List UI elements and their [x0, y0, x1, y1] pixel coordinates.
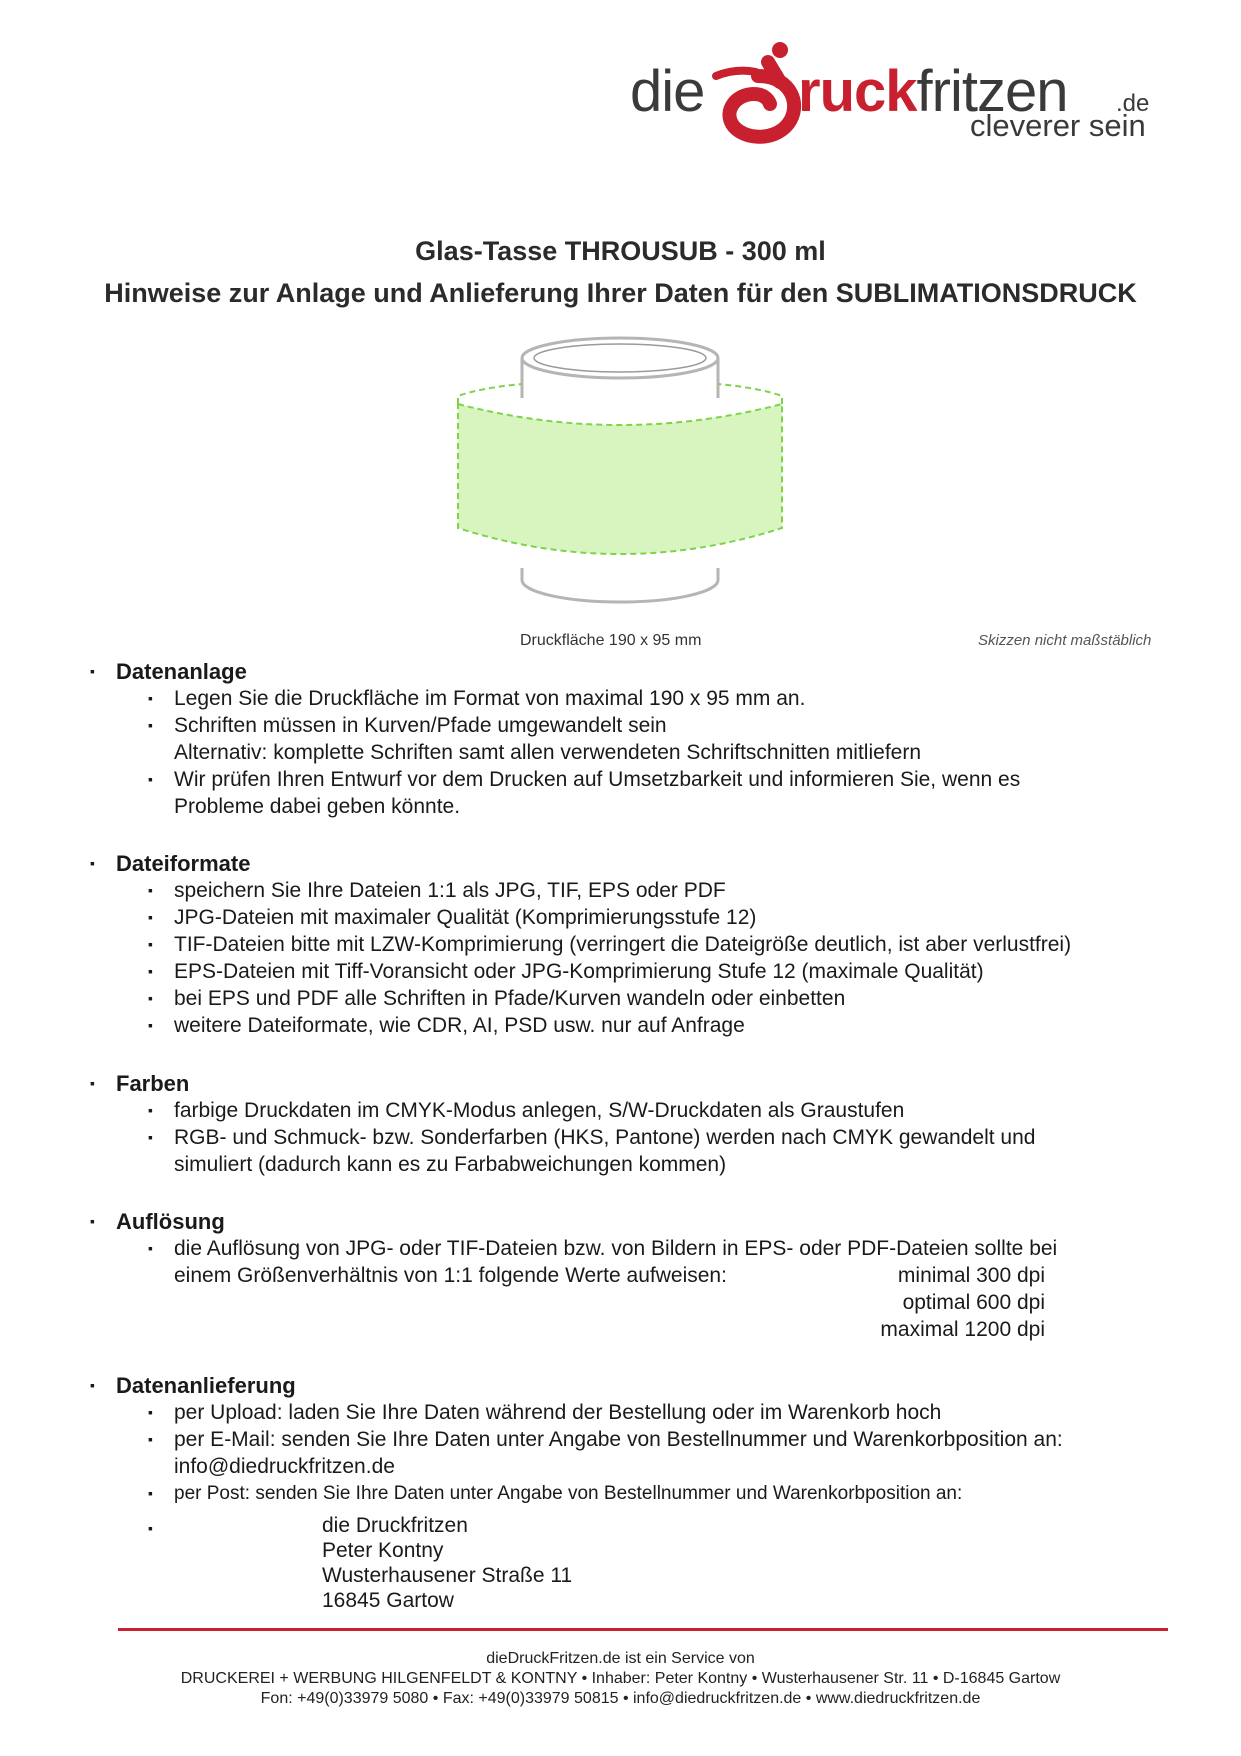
list-item: ▪ per Upload: laden Sie Ihre Daten während der Bestellung oder im Warenkorb hoch [148, 1401, 942, 1424]
list-item: ▪ Legen Sie die Druckfläche im Format von maximal 190 x 95 mm an. [148, 687, 806, 710]
section-heading: ▪ Auflösung [90, 1208, 1170, 1235]
resolution-optimal: optimal 600 dpi [902, 1291, 1045, 1314]
section-farben [90, 1070, 1170, 1178]
list-item: ▪ die Auflösung von JPG- oder TIF-Dateien bzw. von Bildern in EPS- oder PDF-Dateien sollte bei einem Größenverhältnis von 1:1 folgende Werte aufweisen: minimal 300 dpi optimal 600 dpi maximal 1200 dpi [148, 1237, 1058, 1341]
section-datenanlage [90, 658, 1170, 820]
section-heading: ▪ Datenanlage [90, 658, 1170, 685]
postal-address [322, 1513, 572, 1613]
section-heading: ▪ Dateiformate [90, 850, 1170, 877]
address-line: die Druckfritzen [322, 1514, 468, 1537]
list-item: ▪ [148, 1520, 153, 1536]
section-dateiformate [90, 850, 1170, 1039]
address-line: Wusterhausener Straße 11 [322, 1564, 573, 1587]
logo-slogan: cleverer sein [970, 108, 1146, 143]
list-item: ▪ TIF-Dateien bitte mit LZW-Komprimierung (verringert die Dateigröße deutlich, ist aber verlustfrei) [148, 933, 1072, 956]
resolution-lead: einem Größenverhältnis von 1:1 folgende Werte aufweisen: [174, 1264, 727, 1287]
footer-divider [118, 1628, 1168, 1631]
logo-text-die: die [630, 59, 705, 124]
product-title: Glas-Tasse THROUSUB - 300 ml [415, 236, 826, 266]
list-item: ▪ JPG-Dateien mit maximaler Qualität (Komprimierungsstufe 12) [148, 906, 757, 929]
footer-company-line: DRUCKEREI + WERBUNG HILGENFELDT & KONTNY • Inhaber: Peter Kontny • Wusterhausener Str. 11 • D-16845 Gartow [180, 1670, 1061, 1687]
section-heading: ▪ Farben [90, 1070, 1170, 1097]
address-line: 16845 Gartow [322, 1589, 454, 1612]
list-item: ▪ RGB- und Schmuck- bzw. Sonderfarben (HKS, Pantone) werden nach CMYK gewandelt und simuliert (dadurch kann es zu Farbabweichungen kommen) [148, 1126, 1036, 1176]
list-item: ▪ weitere Dateiformate, wie CDR, AI, PSD usw. nur auf Anfrage [148, 1014, 745, 1037]
logo-text-fritzen: fritzen [916, 59, 1068, 124]
section-datenanlieferung [90, 1372, 1170, 1542]
address-line: Peter Kontny [322, 1539, 444, 1562]
list-item: ▪ per E-Mail: senden Sie Ihre Daten unter Angabe von Bestellnummer und Warenkorbposition an: info@diedruckfritzen.de [174, 1426, 1170, 1480]
resolution-min: minimal 300 dpi [897, 1264, 1045, 1287]
list-item: ▪ per Post: senden Sie Ihre Daten unter Angabe von Bestellnummer und Warenkorbposition an: [148, 1483, 963, 1504]
brand-logo [630, 30, 1190, 150]
list-item: ▪ Wir prüfen Ihren Entwurf vor dem Drucken auf Umsetzbarkeit und informieren Sie, wenn es Probleme dabei geben könnte. [148, 768, 1021, 818]
list-item: ▪ farbige Druckdaten im CMYK-Modus anlegen, S/W-Druckdaten als Graustufen [148, 1099, 905, 1122]
scale-note: Skizzen nicht maßstäblich [978, 632, 1152, 649]
list-item: ▪ bei EPS und PDF alle Schriften in Pfade/Kurven wandeln oder einbetten [148, 987, 846, 1010]
print-area-caption: Druckfläche 190 x 95 mm [520, 632, 702, 649]
resolution-max: maximal 1200 dpi [880, 1318, 1045, 1341]
mug-print-area-illustration [440, 318, 800, 628]
logo-text-de: .de [1116, 90, 1150, 117]
footer-contact-line: Fon: +49(0)33979 5080 • Fax: +49(0)33979 50815 • info@diedruckfritzen.de • www.diedruckfritzen.de [260, 1690, 981, 1707]
section-aufloesung [90, 1208, 1170, 1343]
list-item: ▪ EPS-Dateien mit Tiff-Voransicht oder JPG-Komprimierung Stufe 12 (maximale Qualität) [148, 960, 984, 983]
section-heading: ▪ Datenanlieferung [90, 1372, 1170, 1399]
list-item: ▪ Schriften müssen in Kurven/Pfade umgewandelt sein Alternativ: komplette Schriften samt allen verwendeten Schriftschnitten mitliefern [148, 714, 922, 764]
document-subtitle: Hinweise zur Anlage und Anlieferung Ihrer Daten für den SUBLIMATIONSDRUCK [104, 278, 1137, 308]
footer-service-line: dieDruckFritzen.de ist ein Service von [486, 1650, 755, 1667]
logo-text-ruck: ruck [798, 59, 917, 124]
email-address: info@diedruckfritzen.de [174, 1455, 395, 1478]
list-item: ▪ speichern Sie Ihre Dateien 1:1 als JPG, TIF, EPS oder PDF [148, 879, 726, 902]
logo-d-drop-icon [702, 36, 812, 146]
